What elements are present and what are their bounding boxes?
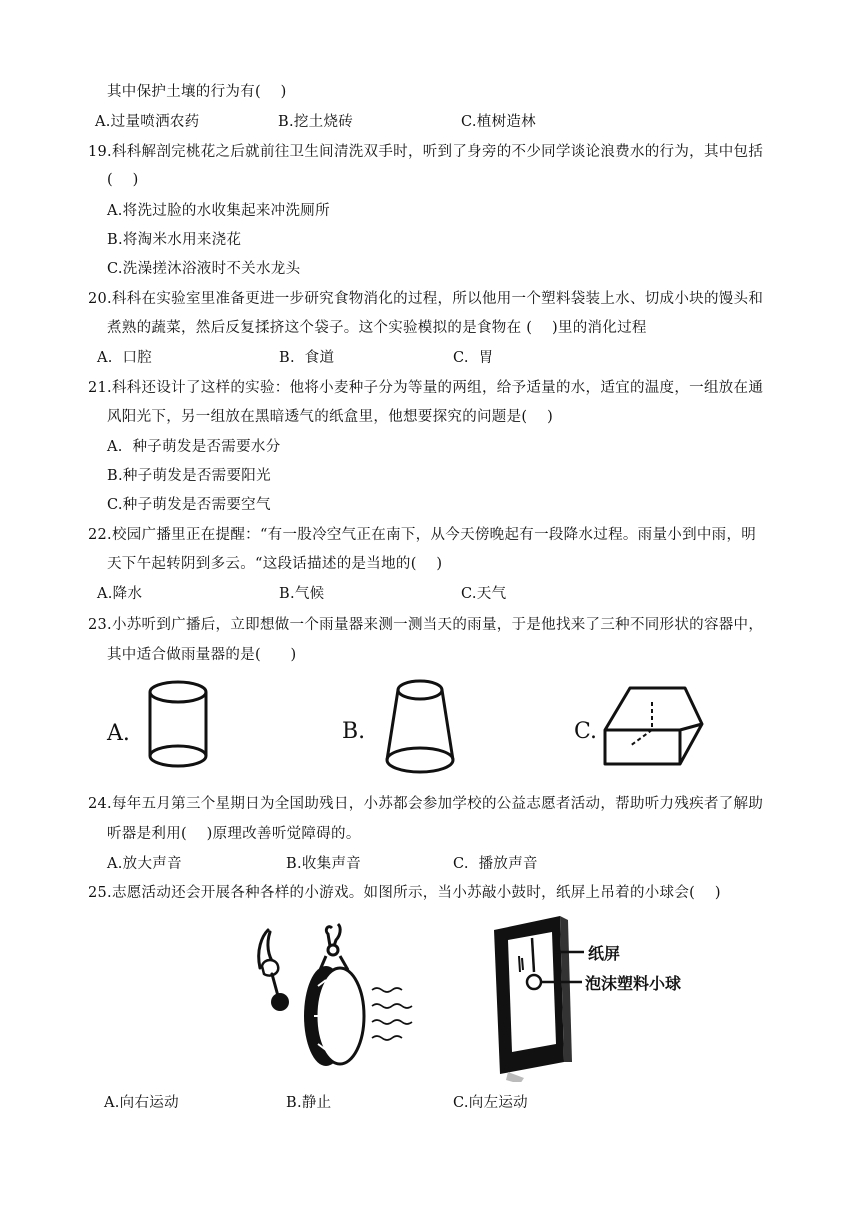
q24-option-c: C. 播放声音 — [453, 856, 538, 872]
q20-stem-line2: 煮熟的蔬菜，然后反复揉挤这个袋子。这个实验模拟的是食物在 ( )里的消化过程 — [107, 320, 647, 336]
q19-option-c: C.洗澡搓沐浴液时不关水龙头 — [107, 261, 301, 277]
q18-stem-continuation: 其中保护土壤的行为有( ) — [107, 84, 287, 100]
cylinder-container-figure — [105, 678, 215, 778]
q19-option-a: A.将洗过脸的水收集起来冲洗厕所 — [107, 203, 330, 219]
q20-option-a: A. 口腔 — [97, 350, 153, 366]
q18-option-a: A.过量喷洒农药 — [95, 114, 200, 130]
q25-option-a: A.向右运动 — [104, 1095, 179, 1111]
q22-option-b: B.气候 — [279, 586, 325, 602]
q25-option-c: C.向左运动 — [453, 1095, 528, 1111]
q20-stem-line1: 20.科科在实验室里准备更进一步研究食物消化的过程，所以他用一个塑料袋装上水、切成小块的馒头和 — [88, 291, 764, 307]
q24-stem-line2: 听器是利用( )原理改善听觉障碍的。 — [107, 826, 361, 842]
q21-stem-line2: 风阳光下，另一组放在黑暗透气的纸盒里，他想要探究的问题是( ) — [107, 409, 554, 425]
q23-stem-line2: 其中适合做雨量器的是( ) — [107, 647, 297, 663]
figure-label-c: C. — [574, 719, 598, 744]
q20-option-c: C. 胃 — [453, 350, 494, 366]
q23-stem-line1: 23.小苏听到广播后，立即想做一个雨量器来测一测当天的雨量，于是他找来了三种不同形状的容器中， — [88, 617, 764, 633]
q22-stem-line1: 22.校园广播里正在提醒：“有一股冷空气正在南下，从今天傍晚起有一段降水过程。雨量小到中雨，明 — [88, 527, 757, 543]
q24-option-a: A.放大声音 — [107, 856, 182, 872]
cone-container-figure — [340, 676, 470, 782]
q24-stem-line1: 24.每年五月第三个星期日为全国助残日，小苏都会参加学校的公益志愿者活动，帮助听力残疾者了解助 — [88, 796, 764, 812]
q19-stem-line2: ( ) — [107, 172, 139, 188]
q25-stem-line1: 25.志愿活动还会开展各种各样的小游戏。如图所示，当小苏敲小鼓时，纸屏上吊着的小球会( ) — [88, 885, 721, 901]
q19-stem-line1: 19.科科解剖完桃花之后就前往卫生间清洗双手时，听到了身旁的不少同学谈论浪费水的行为，其中包括 — [88, 144, 764, 160]
q20-option-b: B. 食道 — [279, 350, 335, 366]
q25-option-b: B.静止 — [286, 1095, 332, 1111]
q22-option-c: C.天气 — [461, 586, 507, 602]
ball-label: 泡沫塑料小球 — [585, 974, 682, 993]
prism-container-figure — [572, 684, 707, 774]
figure-label-a: A. — [107, 721, 130, 746]
q22-stem-line2: 天下午起转阴到多云。“这段话描述的是当地的( ) — [107, 556, 443, 572]
drum-and-mallet-figure — [248, 920, 418, 1080]
q21-option-a: A. 种子萌发是否需要水分 — [107, 439, 281, 455]
q22-option-a: A.降水 — [97, 586, 143, 602]
figure-label-b: B. — [342, 719, 366, 744]
q21-stem-line1: 21.科科还设计了这样的实验：他将小麦种子分为等量的两组，给予适量的水，适宜的温度，一组放在通 — [88, 380, 764, 396]
screen-label: 纸屏 — [588, 944, 621, 963]
q18-option-b: B.挖土烧砖 — [278, 114, 354, 130]
q19-option-b: B.将淘米水用来浇花 — [107, 232, 242, 248]
q24-option-b: B.收集声音 — [286, 856, 362, 872]
q18-option-c: C.植树造林 — [461, 114, 536, 130]
q21-option-c: C.种子萌发是否需要空气 — [107, 497, 271, 513]
paper-screen-with-ball-figure — [484, 912, 694, 1082]
q21-option-b: B.种子萌发是否需要阳光 — [107, 468, 271, 484]
